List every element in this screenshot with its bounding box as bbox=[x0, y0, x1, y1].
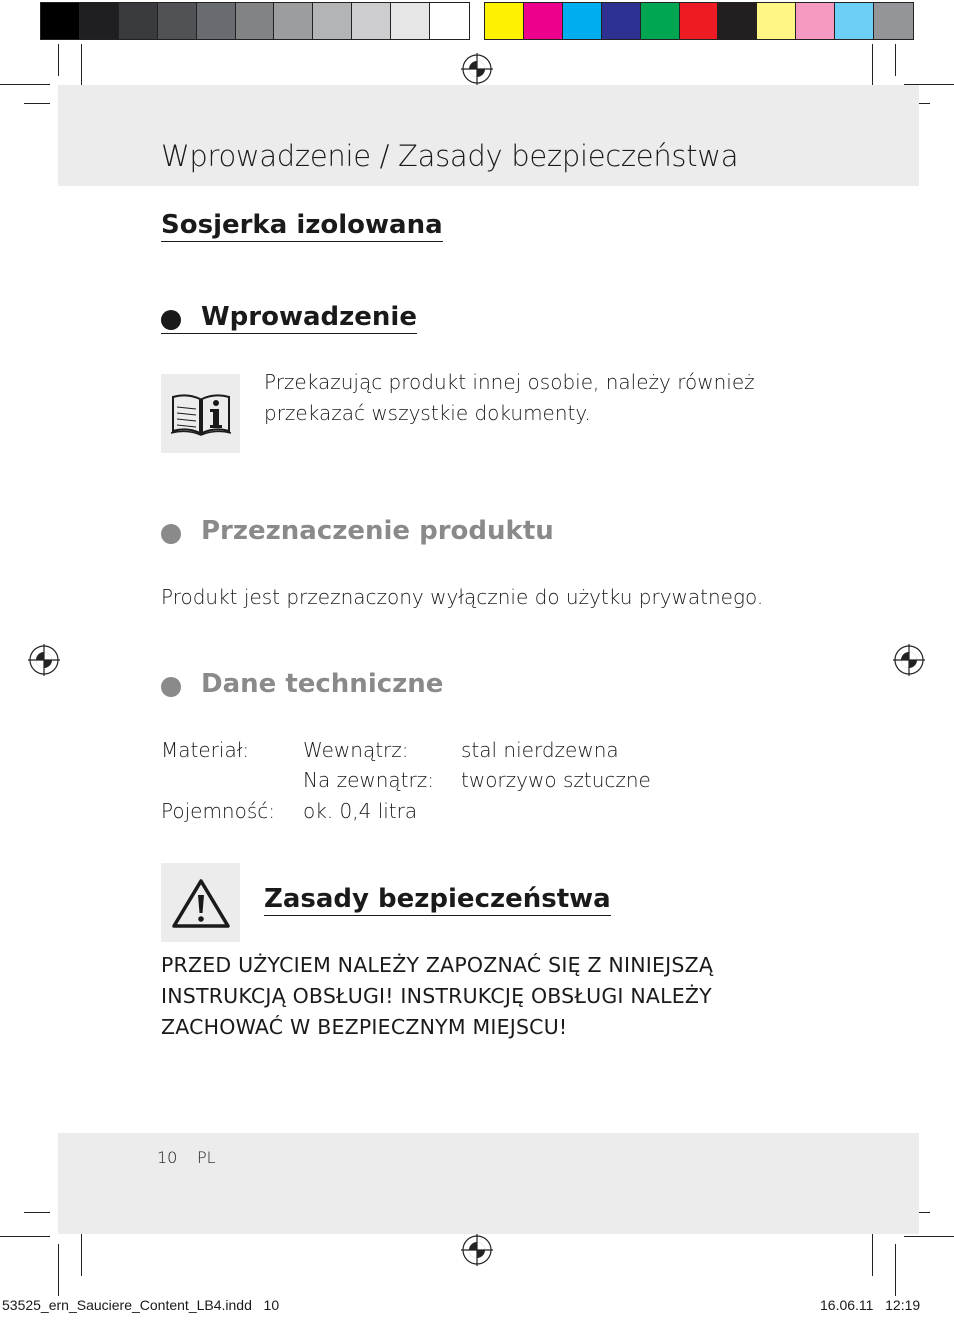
color-swatch-1 bbox=[524, 3, 563, 39]
color-swatch-9 bbox=[835, 3, 874, 39]
crop-mark bbox=[872, 1230, 873, 1276]
color-swatch-5 bbox=[680, 3, 719, 39]
crop-mark bbox=[0, 1236, 50, 1237]
registration-mark-icon bbox=[28, 644, 60, 676]
gray-swatch-3 bbox=[158, 3, 197, 39]
registration-mark-icon bbox=[461, 1234, 493, 1266]
language-code: PL bbox=[197, 1148, 216, 1167]
color-swatch-6 bbox=[718, 3, 757, 39]
color-swatch-3 bbox=[602, 3, 641, 39]
purpose-text: Produkt jest przeznaczony wyłącznie do użytku prywatnego. bbox=[161, 585, 764, 609]
page-number: 10 bbox=[157, 1148, 178, 1167]
section-bullet bbox=[161, 677, 181, 697]
safety-line2: INSTRUKCJĄ OBSŁUGI! INSTRUKCJĘ OBSŁUGI NALEŻY bbox=[161, 984, 712, 1008]
capacity-label: Pojemność: bbox=[161, 799, 275, 823]
safety-line1: PRZED UŻYCIEM NALEŻY ZAPOZNAĆ SIĘ Z NINIEJSZĄ bbox=[161, 953, 714, 977]
intro-text-line2: przekazać wszystkie dokumenty. bbox=[264, 401, 591, 425]
crop-mark bbox=[895, 44, 896, 76]
safety-warning bbox=[161, 950, 713, 1043]
purpose-heading: Przeznaczenie produktu bbox=[201, 516, 554, 546]
info-box bbox=[161, 374, 240, 453]
material-label: Materiał: bbox=[161, 738, 250, 762]
gray-swatch-10 bbox=[430, 3, 469, 39]
crop-mark bbox=[872, 44, 873, 90]
safety-heading: Zasady bezpieczeństwa bbox=[264, 884, 611, 914]
crop-mark bbox=[58, 1244, 59, 1296]
capacity-value: ok. 0,4 litra bbox=[303, 799, 418, 823]
intro-text-line1: Przekazując produkt innej osobie, należy również bbox=[264, 370, 755, 394]
gray-swatch-6 bbox=[274, 3, 313, 39]
crop-mark bbox=[24, 103, 50, 104]
registration-mark-icon bbox=[893, 644, 925, 676]
gray-swatch-2 bbox=[119, 3, 158, 39]
gray-swatch-9 bbox=[391, 3, 430, 39]
warning-triangle-icon bbox=[171, 877, 231, 929]
color-swatch-4 bbox=[641, 3, 680, 39]
color-swatch-2 bbox=[563, 3, 602, 39]
crop-mark bbox=[895, 1244, 896, 1296]
product-title: Sosjerka izolowana bbox=[161, 210, 443, 240]
slug-date: 16.06.11 12:19 bbox=[820, 1297, 921, 1313]
color-swatch-7 bbox=[757, 3, 796, 39]
footer-band bbox=[58, 1133, 919, 1234]
gray-swatch-1 bbox=[80, 3, 119, 39]
gray-swatch-4 bbox=[197, 3, 236, 39]
crop-mark bbox=[0, 84, 50, 85]
gray-swatch-7 bbox=[313, 3, 352, 39]
section-bullet bbox=[161, 524, 181, 544]
gray-swatch-8 bbox=[352, 3, 391, 39]
warning-box bbox=[161, 863, 240, 942]
outside-value: tworzywo sztuczne bbox=[461, 768, 651, 792]
gray-swatch-5 bbox=[236, 3, 275, 39]
crop-mark bbox=[81, 44, 82, 90]
registration-mark-icon bbox=[461, 53, 493, 85]
crop-mark bbox=[81, 1230, 82, 1276]
page-title: Wprowadzenie / Zasady bezpieczeństwa bbox=[161, 139, 739, 173]
inside-value: stal nierdzewna bbox=[461, 738, 619, 762]
process-color-bar bbox=[484, 2, 914, 40]
safety-line3: ZACHOWAĆ W BEZPIECZNYM MIEJSCU! bbox=[161, 1015, 568, 1039]
gray-color-bar bbox=[40, 2, 470, 40]
color-swatch-10 bbox=[874, 3, 913, 39]
inside-label: Wewnątrz: bbox=[303, 738, 409, 762]
tech-heading: Dane techniczne bbox=[201, 669, 444, 699]
slug-filename: 53525_ern_Sauciere_Content_LB4.indd 10 bbox=[2, 1297, 280, 1313]
color-swatch-0 bbox=[485, 3, 524, 39]
color-swatch-8 bbox=[796, 3, 835, 39]
crop-mark bbox=[24, 1212, 50, 1213]
gray-swatch-0 bbox=[41, 3, 80, 39]
intro-heading: Wprowadzenie bbox=[161, 302, 417, 334]
crop-mark bbox=[58, 44, 59, 76]
crop-mark bbox=[904, 1236, 954, 1237]
outside-label: Na zewnątrz: bbox=[303, 768, 434, 792]
info-book-icon bbox=[169, 389, 233, 439]
